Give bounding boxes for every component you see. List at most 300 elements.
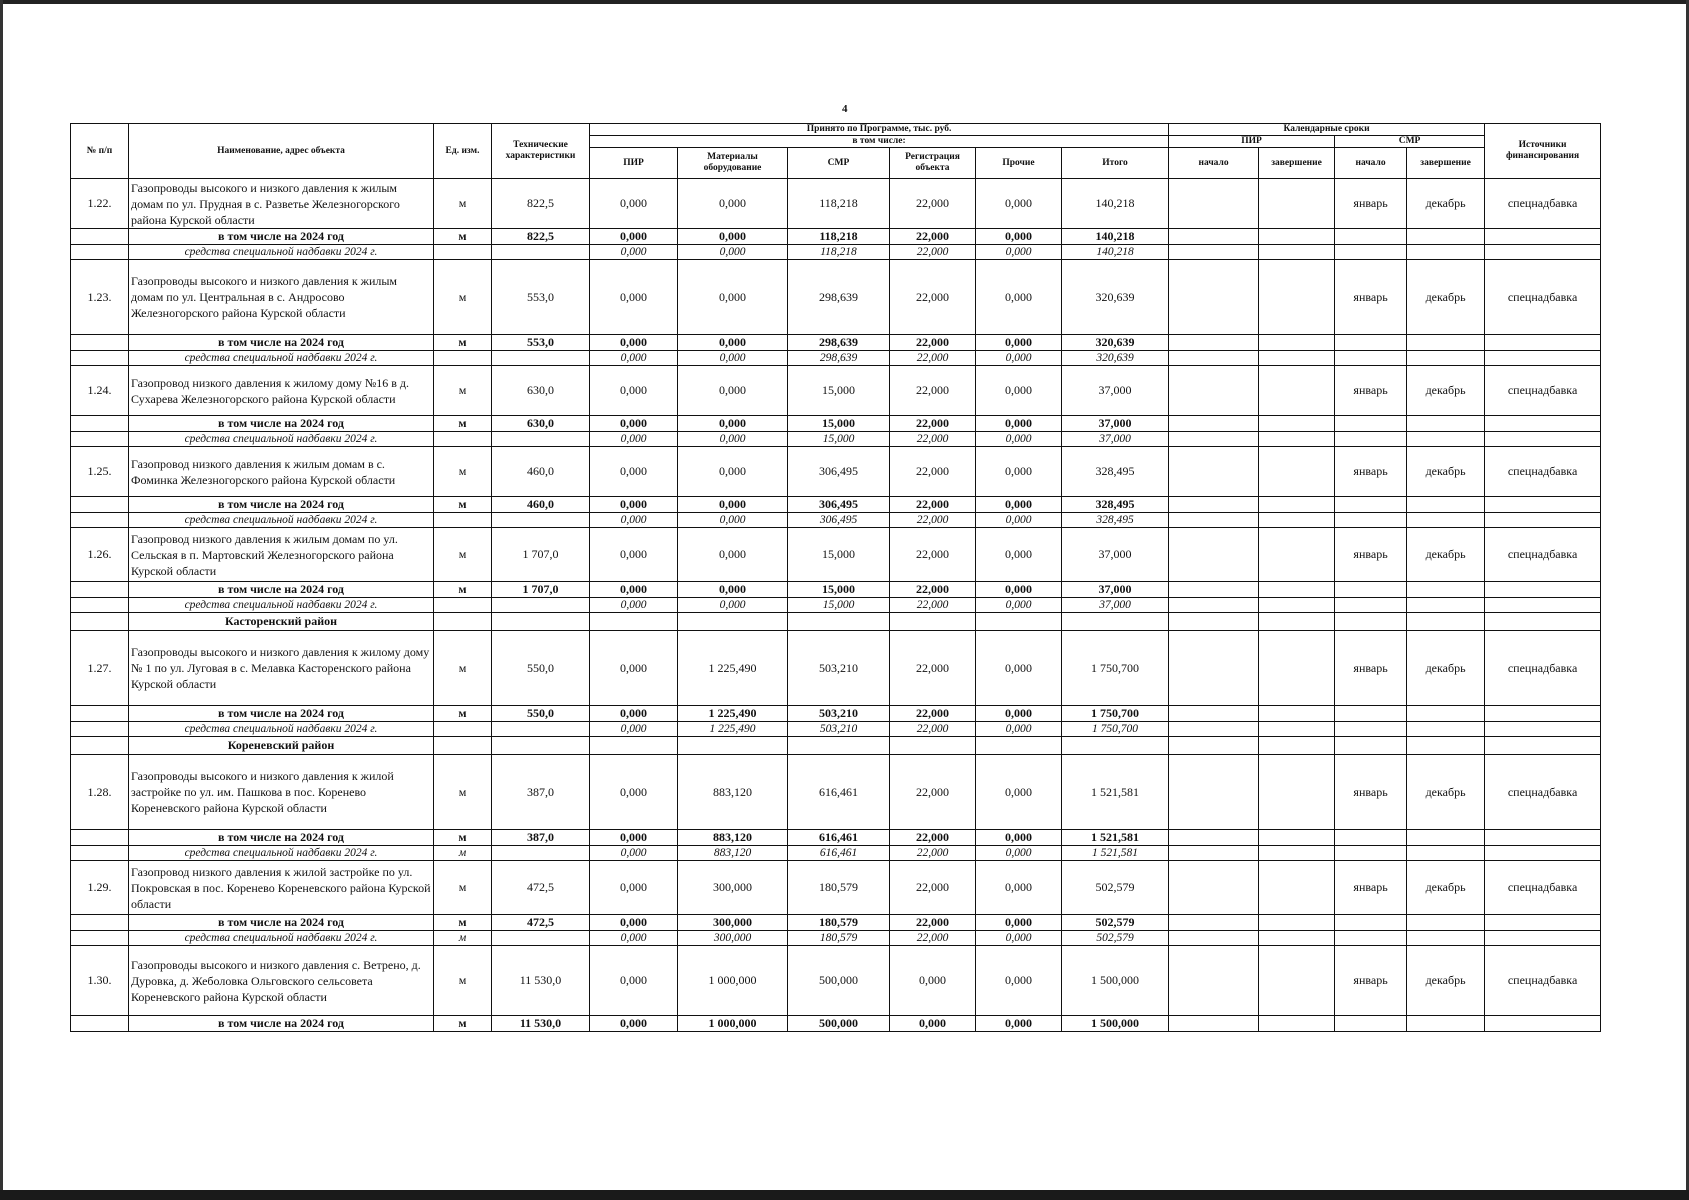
- registration-cell: 22,000: [890, 598, 976, 613]
- registration-cell: 22,000: [890, 179, 976, 229]
- empty-cell: [1169, 931, 1259, 946]
- unit-cell: м: [434, 260, 492, 335]
- empty-cell: [1407, 432, 1485, 447]
- registration-cell: 22,000: [890, 497, 976, 513]
- pir-cell: 0,000: [590, 755, 678, 830]
- source-label: средства специальной надбавки 2024 г.: [129, 513, 434, 528]
- other-cell: 0,000: [976, 846, 1062, 861]
- empty-cell: [1485, 737, 1601, 755]
- empty-cell: [1259, 598, 1335, 613]
- registration-cell: 22,000: [890, 229, 976, 245]
- year-subtotal-row: [71, 915, 1601, 931]
- empty-cell: [1407, 351, 1485, 366]
- tech-cell: 550,0: [492, 706, 590, 722]
- smr-cell: 118,218: [788, 229, 890, 245]
- smr-cell: 15,000: [788, 432, 890, 447]
- materials-cell: 0,000: [678, 513, 788, 528]
- pir-cell: 0,000: [590, 416, 678, 432]
- registration-cell: 22,000: [890, 245, 976, 260]
- empty-cell: [1335, 416, 1407, 432]
- row-num-cell: [71, 830, 129, 846]
- unit-cell: м: [434, 528, 492, 582]
- empty-cell: [1335, 915, 1407, 931]
- empty-cell: [1335, 513, 1407, 528]
- total-cell: 1 521,581: [1062, 755, 1169, 830]
- funding-source-row: [71, 598, 1601, 613]
- smr-start-cell: январь: [1335, 366, 1407, 416]
- row-num-cell: [71, 513, 129, 528]
- empty-cell: [1335, 582, 1407, 598]
- pir-cell: 0,000: [590, 513, 678, 528]
- subtotal-label: в том числе на 2024 год: [129, 497, 434, 513]
- row-num-cell: 1.29.: [71, 861, 129, 915]
- empty-cell: [1485, 351, 1601, 366]
- header-tech: Технические характеристики: [492, 124, 590, 179]
- pir-cell: 0,000: [590, 497, 678, 513]
- pir-start-cell: [1169, 528, 1259, 582]
- scan-left-border: [0, 0, 3, 1200]
- row-num-cell: [71, 737, 129, 755]
- empty-cell: [1335, 706, 1407, 722]
- unit-cell: м: [434, 931, 492, 946]
- empty-cell: [1407, 706, 1485, 722]
- other-cell: 0,000: [976, 722, 1062, 737]
- empty-cell: [1335, 432, 1407, 447]
- row-num-cell: [71, 915, 129, 931]
- pir-cell: 0,000: [590, 366, 678, 416]
- smr-cell: 180,579: [788, 931, 890, 946]
- pir-cell: 0,000: [590, 528, 678, 582]
- source-label: средства специальной надбавки 2024 г.: [129, 432, 434, 447]
- table-body: [71, 179, 1601, 1032]
- registration-cell: 22,000: [890, 335, 976, 351]
- empty-cell: [1169, 598, 1259, 613]
- empty-cell: [678, 613, 788, 631]
- object-name-cell: Газопровод низкого давления к жилым домам в с. Фоминка Железногорского района Курской области: [129, 447, 434, 497]
- unit-cell: м: [434, 416, 492, 432]
- total-cell: 328,495: [1062, 497, 1169, 513]
- empty-cell: [1407, 613, 1485, 631]
- object-name-cell: Газопроводы высокого и низкого давления к жилым домам по ул. Прудная в с. Разветье Железногорского района Курской области: [129, 179, 434, 229]
- empty-cell: [1259, 722, 1335, 737]
- year-subtotal-row: [71, 229, 1601, 245]
- pir-cell: 0,000: [590, 861, 678, 915]
- row-num-cell: [71, 416, 129, 432]
- other-cell: 0,000: [976, 706, 1062, 722]
- subtotal-label: в том числе на 2024 год: [129, 229, 434, 245]
- pir-end-cell: [1259, 179, 1335, 229]
- materials-cell: 0,000: [678, 245, 788, 260]
- object-name-cell: Газопроводы высокого и низкого давления к жилым домам по ул. Центральная в с. Андросово Железногорского района Курской области: [129, 260, 434, 335]
- materials-cell: 883,120: [678, 830, 788, 846]
- smr-end-cell: декабрь: [1407, 755, 1485, 830]
- smr-cell: 616,461: [788, 755, 890, 830]
- smr-end-cell: декабрь: [1407, 528, 1485, 582]
- empty-cell: [590, 613, 678, 631]
- other-cell: 0,000: [976, 946, 1062, 1016]
- smr-start-cell: январь: [1335, 447, 1407, 497]
- other-cell: 0,000: [976, 447, 1062, 497]
- year-subtotal-row: [71, 706, 1601, 722]
- header-other: Прочие: [976, 148, 1062, 179]
- unit-cell: м: [434, 706, 492, 722]
- pir-start-cell: [1169, 447, 1259, 497]
- pir-cell: 0,000: [590, 598, 678, 613]
- pir-cell: 0,000: [590, 706, 678, 722]
- materials-cell: 883,120: [678, 755, 788, 830]
- pir-cell: 0,000: [590, 830, 678, 846]
- subtotal-label: в том числе на 2024 год: [129, 582, 434, 598]
- source-label: средства специальной надбавки 2024 г.: [129, 846, 434, 861]
- materials-cell: 0,000: [678, 528, 788, 582]
- tech-cell: 630,0: [492, 366, 590, 416]
- pir-end-cell: [1259, 366, 1335, 416]
- subtotal-label: в том числе на 2024 год: [129, 830, 434, 846]
- empty-cell: [1485, 497, 1601, 513]
- smr-cell: 503,210: [788, 706, 890, 722]
- empty-cell: [1259, 846, 1335, 861]
- pir-cell: 0,000: [590, 931, 678, 946]
- object-row: [71, 179, 1601, 229]
- object-row: [71, 366, 1601, 416]
- total-cell: 502,579: [1062, 915, 1169, 931]
- total-cell: 328,495: [1062, 447, 1169, 497]
- empty-cell: [1485, 229, 1601, 245]
- year-subtotal-row: [71, 830, 1601, 846]
- empty-cell: [1169, 737, 1259, 755]
- empty-cell: [1259, 497, 1335, 513]
- row-num-cell: [71, 1016, 129, 1032]
- unit-cell: м: [434, 915, 492, 931]
- registration-cell: 22,000: [890, 830, 976, 846]
- smr-cell: 15,000: [788, 528, 890, 582]
- unit-cell: м: [434, 229, 492, 245]
- materials-cell: 0,000: [678, 416, 788, 432]
- region-name: Касторенский район: [129, 613, 434, 631]
- materials-cell: 1 225,490: [678, 706, 788, 722]
- empty-cell: [1407, 416, 1485, 432]
- materials-cell: 0,000: [678, 229, 788, 245]
- header-cal-pir: ПИР: [1169, 136, 1335, 148]
- funding-source-row: [71, 846, 1601, 861]
- empty-cell: [434, 737, 492, 755]
- smr-end-cell: декабрь: [1407, 861, 1485, 915]
- other-cell: 0,000: [976, 528, 1062, 582]
- tech-cell: [492, 722, 590, 737]
- other-cell: 0,000: [976, 366, 1062, 416]
- total-cell: 37,000: [1062, 416, 1169, 432]
- empty-cell: [1335, 931, 1407, 946]
- registration-cell: 22,000: [890, 366, 976, 416]
- tech-cell: [492, 432, 590, 447]
- pir-cell: 0,000: [590, 582, 678, 598]
- empty-cell: [1259, 582, 1335, 598]
- empty-cell: [1169, 846, 1259, 861]
- tech-cell: 553,0: [492, 335, 590, 351]
- source-label: средства специальной надбавки 2024 г.: [129, 598, 434, 613]
- total-cell: 37,000: [1062, 528, 1169, 582]
- region-name: Кореневский район: [129, 737, 434, 755]
- row-num-cell: [71, 722, 129, 737]
- smr-cell: 180,579: [788, 915, 890, 931]
- materials-cell: 0,000: [678, 260, 788, 335]
- row-num-cell: [71, 432, 129, 447]
- empty-cell: [1407, 598, 1485, 613]
- unit-cell: [434, 722, 492, 737]
- tech-cell: 822,5: [492, 179, 590, 229]
- pir-cell: 0,000: [590, 846, 678, 861]
- subtotal-label: в том числе на 2024 год: [129, 335, 434, 351]
- object-name-cell: Газопровод низкого давления к жилым домам по ул. Сельская в п. Мартовский Железногорского района Курской области: [129, 528, 434, 582]
- empty-cell: [1335, 598, 1407, 613]
- tech-cell: [492, 245, 590, 260]
- empty-cell: [1335, 613, 1407, 631]
- tech-cell: 460,0: [492, 497, 590, 513]
- total-cell: 140,218: [1062, 179, 1169, 229]
- registration-cell: 22,000: [890, 846, 976, 861]
- source-label: средства специальной надбавки 2024 г.: [129, 931, 434, 946]
- row-num-cell: [71, 582, 129, 598]
- empty-cell: [1485, 931, 1601, 946]
- empty-cell: [1169, 582, 1259, 598]
- row-num-cell: [71, 613, 129, 631]
- smr-cell: 306,495: [788, 447, 890, 497]
- empty-cell: [1259, 416, 1335, 432]
- tech-cell: [492, 931, 590, 946]
- source-cell: спецнадбавка: [1485, 755, 1601, 830]
- empty-cell: [1169, 335, 1259, 351]
- registration-cell: 22,000: [890, 582, 976, 598]
- empty-cell: [890, 737, 976, 755]
- program-table: [70, 123, 1601, 1032]
- source-cell: спецнадбавка: [1485, 179, 1601, 229]
- smr-start-cell: январь: [1335, 861, 1407, 915]
- year-subtotal-row: [71, 497, 1601, 513]
- materials-cell: 0,000: [678, 598, 788, 613]
- materials-cell: 0,000: [678, 351, 788, 366]
- tech-cell: 387,0: [492, 755, 590, 830]
- empty-cell: [1407, 722, 1485, 737]
- empty-cell: [590, 737, 678, 755]
- row-num-cell: [71, 598, 129, 613]
- header-pir-start: начало: [1169, 148, 1259, 179]
- tech-cell: 11 530,0: [492, 1016, 590, 1032]
- empty-cell: [1335, 737, 1407, 755]
- other-cell: 0,000: [976, 915, 1062, 931]
- source-cell: спецнадбавка: [1485, 528, 1601, 582]
- empty-cell: [1259, 229, 1335, 245]
- pir-cell: 0,000: [590, 432, 678, 447]
- empty-cell: [1169, 915, 1259, 931]
- source-cell: спецнадбавка: [1485, 861, 1601, 915]
- other-cell: 0,000: [976, 598, 1062, 613]
- empty-cell: [1169, 722, 1259, 737]
- unit-cell: м: [434, 946, 492, 1016]
- object-name-cell: Газопроводы высокого и низкого давления к жилой застройке по ул. им. Пашкова в пос. Коренево Кореневского района Курской области: [129, 755, 434, 830]
- materials-cell: 0,000: [678, 497, 788, 513]
- registration-cell: 22,000: [890, 915, 976, 931]
- pir-cell: 0,000: [590, 915, 678, 931]
- empty-cell: [1335, 229, 1407, 245]
- other-cell: 0,000: [976, 179, 1062, 229]
- smr-cell: 15,000: [788, 598, 890, 613]
- pir-start-cell: [1169, 861, 1259, 915]
- object-row: [71, 755, 1601, 830]
- tech-cell: 553,0: [492, 260, 590, 335]
- header-including: в том числе:: [590, 136, 1169, 148]
- tech-cell: [492, 513, 590, 528]
- smr-cell: 298,639: [788, 260, 890, 335]
- empty-cell: [1259, 1016, 1335, 1032]
- pir-cell: 0,000: [590, 179, 678, 229]
- funding-source-row: [71, 513, 1601, 528]
- total-cell: 320,639: [1062, 335, 1169, 351]
- object-row: [71, 447, 1601, 497]
- registration-cell: 22,000: [890, 416, 976, 432]
- materials-cell: 0,000: [678, 366, 788, 416]
- empty-cell: [1169, 830, 1259, 846]
- header-pir-end: завершение: [1259, 148, 1335, 179]
- smr-cell: 500,000: [788, 946, 890, 1016]
- unit-cell: [434, 513, 492, 528]
- tech-cell: 11 530,0: [492, 946, 590, 1016]
- smr-cell: 298,639: [788, 351, 890, 366]
- empty-cell: [1169, 513, 1259, 528]
- empty-cell: [1485, 915, 1601, 931]
- scan-top-border: [0, 0, 1689, 4]
- unit-cell: м: [434, 335, 492, 351]
- row-num-cell: 1.22.: [71, 179, 129, 229]
- other-cell: 0,000: [976, 245, 1062, 260]
- tech-cell: 460,0: [492, 447, 590, 497]
- empty-cell: [1169, 706, 1259, 722]
- funding-source-row: [71, 432, 1601, 447]
- empty-cell: [1335, 245, 1407, 260]
- other-cell: 0,000: [976, 861, 1062, 915]
- empty-cell: [1259, 432, 1335, 447]
- empty-cell: [1169, 497, 1259, 513]
- year-subtotal-row: [71, 335, 1601, 351]
- smr-end-cell: декабрь: [1407, 447, 1485, 497]
- total-cell: 502,579: [1062, 861, 1169, 915]
- empty-cell: [1485, 582, 1601, 598]
- unit-cell: м: [434, 631, 492, 706]
- smr-start-cell: январь: [1335, 631, 1407, 706]
- row-num-cell: 1.27.: [71, 631, 129, 706]
- pir-cell: 0,000: [590, 447, 678, 497]
- object-row: [71, 260, 1601, 335]
- total-cell: 140,218: [1062, 245, 1169, 260]
- total-cell: 1 500,000: [1062, 1016, 1169, 1032]
- region-header-row: [71, 613, 1601, 631]
- tech-cell: [492, 598, 590, 613]
- registration-cell: 22,000: [890, 351, 976, 366]
- header-smr-start: начало: [1335, 148, 1407, 179]
- unit-cell: м: [434, 755, 492, 830]
- row-num-cell: 1.30.: [71, 946, 129, 1016]
- smr-end-cell: декабрь: [1407, 366, 1485, 416]
- pir-end-cell: [1259, 861, 1335, 915]
- pir-start-cell: [1169, 946, 1259, 1016]
- registration-cell: 0,000: [890, 1016, 976, 1032]
- year-subtotal-row: [71, 416, 1601, 432]
- header-materials: Материалы оборудование: [678, 148, 788, 179]
- pir-start-cell: [1169, 260, 1259, 335]
- other-cell: 0,000: [976, 260, 1062, 335]
- empty-cell: [1335, 497, 1407, 513]
- row-num-cell: [71, 497, 129, 513]
- object-row: [71, 631, 1601, 706]
- registration-cell: 22,000: [890, 755, 976, 830]
- materials-cell: 1 000,000: [678, 1016, 788, 1032]
- pir-end-cell: [1259, 447, 1335, 497]
- tech-cell: [492, 846, 590, 861]
- registration-cell: 22,000: [890, 528, 976, 582]
- total-cell: 140,218: [1062, 229, 1169, 245]
- empty-cell: [1485, 722, 1601, 737]
- materials-cell: 0,000: [678, 335, 788, 351]
- empty-cell: [1485, 432, 1601, 447]
- total-cell: 37,000: [1062, 432, 1169, 447]
- tech-cell: 1 707,0: [492, 582, 590, 598]
- pir-cell: 0,000: [590, 1016, 678, 1032]
- unit-cell: м: [434, 830, 492, 846]
- registration-cell: 22,000: [890, 861, 976, 915]
- source-cell: спецнадбавка: [1485, 946, 1601, 1016]
- empty-cell: [1407, 737, 1485, 755]
- empty-cell: [1407, 830, 1485, 846]
- other-cell: 0,000: [976, 755, 1062, 830]
- smr-cell: 15,000: [788, 582, 890, 598]
- empty-cell: [1407, 1016, 1485, 1032]
- object-name-cell: Газопровод низкого давления к жилому дому №16 в д. Сухарева Железногорского района Курской области: [129, 366, 434, 416]
- empty-cell: [788, 737, 890, 755]
- other-cell: 0,000: [976, 497, 1062, 513]
- funding-source-row: [71, 722, 1601, 737]
- smr-end-cell: декабрь: [1407, 179, 1485, 229]
- header-cal-smr: СМР: [1335, 136, 1485, 148]
- pir-cell: 0,000: [590, 335, 678, 351]
- empty-cell: [1407, 931, 1485, 946]
- empty-cell: [492, 737, 590, 755]
- empty-cell: [1485, 245, 1601, 260]
- empty-cell: [434, 613, 492, 631]
- smr-cell: 306,495: [788, 513, 890, 528]
- empty-cell: [1259, 335, 1335, 351]
- empty-cell: [1259, 351, 1335, 366]
- empty-cell: [1407, 915, 1485, 931]
- materials-cell: 1 225,490: [678, 631, 788, 706]
- empty-cell: [1407, 335, 1485, 351]
- object-name-cell: Газопроводы высокого и низкого давления к жилому дому № 1 по ул. Луговая в с. Мелавка Касторенского района Курской области: [129, 631, 434, 706]
- empty-cell: [1335, 830, 1407, 846]
- registration-cell: 22,000: [890, 631, 976, 706]
- subtotal-label: в том числе на 2024 год: [129, 1016, 434, 1032]
- header-registration: Регистрация объекта: [890, 148, 976, 179]
- smr-cell: 306,495: [788, 497, 890, 513]
- registration-cell: 22,000: [890, 447, 976, 497]
- empty-cell: [1259, 931, 1335, 946]
- smr-start-cell: январь: [1335, 528, 1407, 582]
- header-sources: Источники финансирования: [1485, 124, 1601, 179]
- object-row: [71, 528, 1601, 582]
- empty-cell: [1485, 513, 1601, 528]
- unit-cell: [434, 351, 492, 366]
- smr-cell: 503,210: [788, 631, 890, 706]
- unit-cell: м: [434, 179, 492, 229]
- empty-cell: [1062, 613, 1169, 631]
- empty-cell: [1407, 245, 1485, 260]
